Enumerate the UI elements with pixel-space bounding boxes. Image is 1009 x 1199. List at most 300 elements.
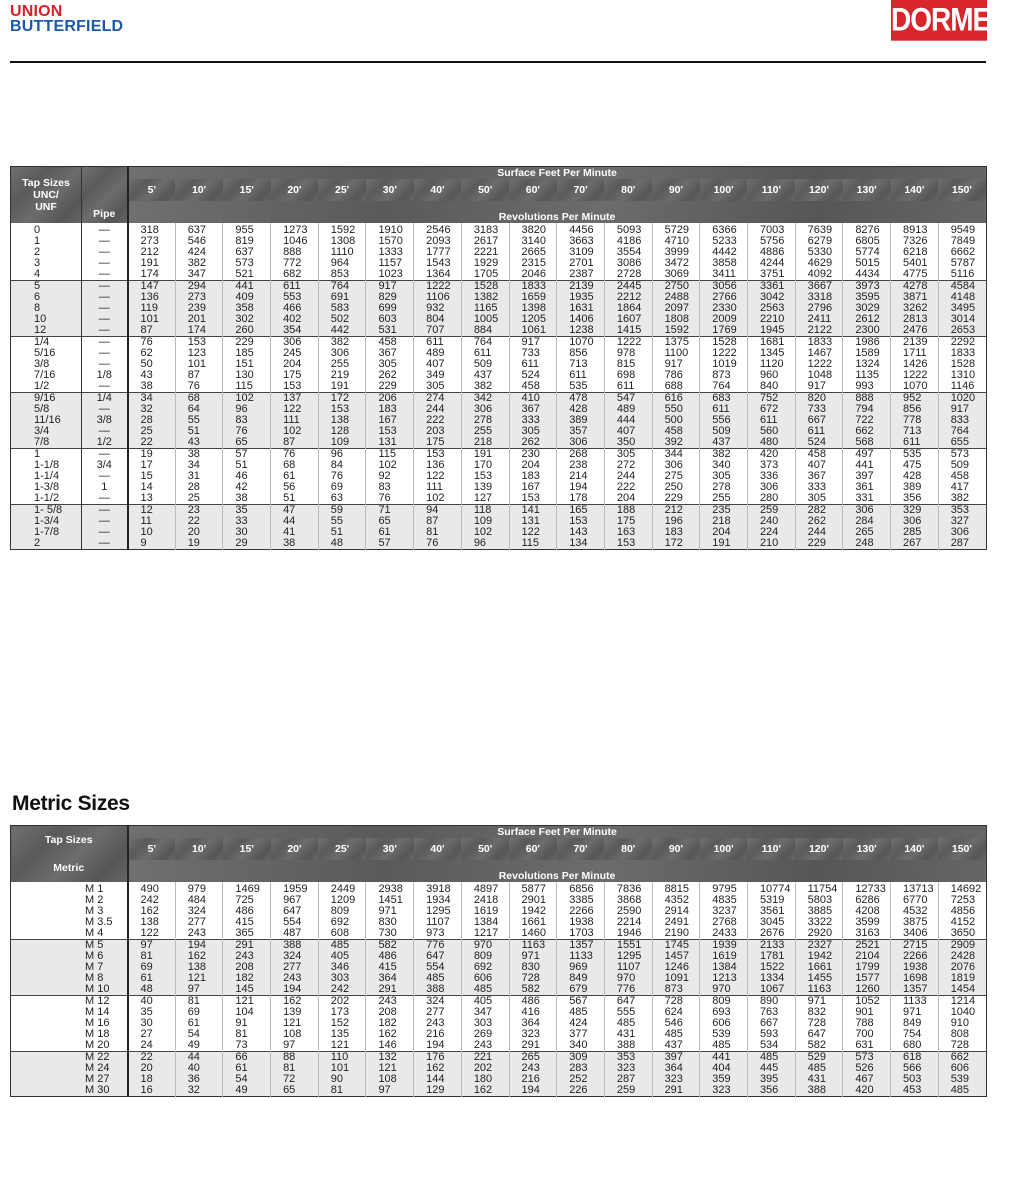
speed-header: 20' [271, 179, 319, 201]
rpm-cell: 248 [843, 538, 891, 550]
rpm-cell: 397 [843, 471, 891, 482]
rpm-cell: 2914 [652, 906, 700, 917]
rpm-cell: 91 [223, 1018, 271, 1029]
rpm-cell: 302 [223, 314, 271, 325]
tap-size-cell: 2 [11, 538, 82, 550]
rpm-cell: 4532 [891, 906, 939, 917]
metric-rpm-table [10, 825, 987, 1097]
rpm-cell: 1799 [843, 962, 891, 973]
rpm-cell: 2387 [557, 269, 605, 281]
rpm-cell: 389 [891, 482, 939, 493]
rpm-cell: 102 [461, 527, 509, 538]
rpm-cell: 73 [223, 1040, 271, 1052]
header-row-surface [11, 826, 987, 839]
rpm-cell: 917 [938, 404, 986, 415]
rpm-cell: 6662 [938, 247, 986, 258]
rpm-cell: 365 [223, 928, 271, 940]
rpm-cell: 340 [700, 460, 748, 471]
rpm-cell: 6279 [795, 236, 843, 247]
rpm-cell: 1165 [461, 303, 509, 314]
rpm-cell: 611 [414, 337, 462, 349]
rpm-cell: 1222 [604, 337, 652, 349]
rpm-cell: 354 [271, 325, 319, 337]
rpm-cell: 407 [604, 426, 652, 437]
rpm-cell: 4897 [461, 882, 509, 895]
rpm-cell: 1067 [747, 984, 795, 996]
table-row [11, 516, 987, 527]
pipe-size-cell: 1/4 [82, 393, 128, 405]
rpm-cell: 1935 [557, 292, 605, 303]
rpm-cell: 30 [223, 527, 271, 538]
rpm-cell: 480 [747, 437, 795, 449]
rpm-cell: 849 [557, 973, 605, 984]
rpm-cell: 255 [700, 493, 748, 505]
rpm-cell: 183 [366, 404, 414, 415]
rpm-cell: 3918 [414, 882, 462, 895]
rpm-cell: 733 [795, 404, 843, 415]
rpm-cell: 48 [318, 538, 366, 550]
rpm-cell: 4775 [891, 269, 939, 281]
rpm-cell: 4584 [938, 281, 986, 293]
rpm-cell: 273 [175, 292, 223, 303]
rpm-cell: 382 [175, 258, 223, 269]
rpm-cell: 1777 [414, 247, 462, 258]
rpm-cell: 305 [509, 426, 557, 437]
rpm-cell: 1959 [271, 882, 319, 895]
rpm-cell: 567 [557, 996, 605, 1008]
rpm-cell: 22 [175, 516, 223, 527]
rpm-cell: 3056 [700, 281, 748, 293]
rpm-cell: 340 [557, 1040, 605, 1052]
rpm-cell: 3237 [700, 906, 748, 917]
rpm-cell: 349 [414, 370, 462, 381]
tap-size-cell: 10 [11, 314, 82, 325]
rpm-cell: 196 [652, 516, 700, 527]
rpm-cell: 1467 [795, 348, 843, 359]
speed-header: 110' [747, 179, 795, 201]
rpm-cell: 212 [140, 246, 159, 258]
rpm-cell: 4092 [795, 269, 843, 281]
rpm-cell: 88 [271, 1052, 319, 1064]
rpm-cell: 3318 [795, 292, 843, 303]
rpm-cell: 81 [414, 527, 462, 538]
rpm-cell: 1384 [461, 917, 509, 928]
rpm-cell: 229 [223, 337, 271, 349]
rpm-cell: 167 [509, 482, 557, 493]
rpm-cell: 437 [700, 437, 748, 449]
rpm-cell: 662 [843, 426, 891, 437]
rpm-cell: 1938 [891, 962, 939, 973]
rpm-cell: 3650 [938, 928, 986, 940]
rpm-cell: 526 [843, 1063, 891, 1074]
rpm-cell: 1833 [938, 348, 986, 359]
rpm-cell: 353 [938, 505, 986, 517]
rpm-cell: 3858 [700, 258, 748, 269]
rpm-cell: 51 [223, 460, 271, 471]
pipe-size-cell: — [82, 281, 128, 293]
rpm-cell: 287 [938, 538, 986, 550]
pipe-size-cell: — [82, 325, 128, 337]
rpm-cell: 51 [318, 527, 366, 538]
rpm-cell: 392 [652, 437, 700, 449]
rpm-cell: 323 [509, 1029, 557, 1040]
rpm-cell: 356 [747, 1085, 795, 1097]
rpm-cell: 59 [318, 505, 366, 517]
rpm-cell: 853 [318, 269, 366, 281]
rpm-header: Revolutions Per Minute [128, 211, 987, 223]
rpm-cell: 201 [175, 314, 223, 325]
rpm-cell: 139 [461, 482, 509, 493]
rpm-cell: 410 [509, 393, 557, 405]
rpm-cell: 346 [318, 962, 366, 973]
table-row [11, 370, 987, 381]
rpm-cell: 54 [223, 1074, 271, 1085]
metric-sizes-title: Metric Sizes [12, 792, 130, 815]
dormer-logo: DORMER [891, 0, 987, 41]
rpm-cell: 1222 [795, 359, 843, 370]
rpm-cell: 1833 [509, 281, 557, 293]
rpm-cell: 367 [509, 404, 557, 415]
rpm-cell: 1238 [557, 325, 605, 337]
table-row [11, 940, 987, 952]
rpm-cell: 83 [366, 482, 414, 493]
rpm-cell: 1833 [795, 337, 843, 349]
rpm-cell: 1222 [414, 281, 462, 293]
rpm-cell: 603 [366, 314, 414, 325]
rpm-cell: 608 [318, 928, 366, 940]
pipe-size-cell: 1 [82, 482, 128, 493]
rpm-cell: 138 [140, 916, 159, 928]
rpm-cell: 36 [175, 1074, 223, 1085]
speed-header: 150' [938, 179, 986, 201]
rpm-cell: 971 [366, 906, 414, 917]
rpm-cell: 556 [700, 415, 748, 426]
speed-header: 60' [509, 838, 557, 860]
rpm-cell: 486 [223, 906, 271, 917]
speed-header: 5' [128, 179, 176, 201]
rpm-cell: 153 [175, 337, 223, 349]
rpm-cell: 431 [604, 1029, 652, 1040]
rpm-cell: 108 [366, 1074, 414, 1085]
rpm-cell: 243 [271, 973, 319, 984]
header-row-surface [11, 167, 987, 180]
rpm-cell: 969 [557, 962, 605, 973]
rpm-cell: 611 [271, 281, 319, 293]
header-spacer [128, 201, 987, 211]
rpm-cell: 764 [318, 281, 366, 293]
rpm-cell: 144 [414, 1074, 462, 1085]
table-row [11, 269, 987, 281]
rpm-cell: 3029 [843, 303, 891, 314]
rpm-cell: 5093 [604, 223, 652, 236]
rpm-cell: 484 [175, 895, 223, 906]
rpm-cell: 364 [509, 1018, 557, 1029]
rpm-cell: 76 [318, 471, 366, 482]
rpm-cell: 31 [175, 471, 223, 482]
rpm-cell: 191 [461, 449, 509, 461]
rpm-cell: 305 [366, 359, 414, 370]
rpm-cell: 40 [128, 996, 176, 1008]
table-row [11, 527, 987, 538]
rpm-cell: 971 [795, 996, 843, 1008]
table-row [11, 482, 987, 493]
rpm-cell: 4835 [700, 895, 748, 906]
rpm-cell: 242 [318, 984, 366, 996]
pipe-size-cell: 1/2 [82, 437, 128, 449]
rpm-cell: 606 [938, 1063, 986, 1074]
rpm-cell: 97 [366, 1085, 414, 1097]
rpm-cell: 38 [271, 538, 319, 550]
pipe-size-cell: — [82, 404, 128, 415]
logo-union-text: UNION [10, 3, 63, 20]
table-row [11, 505, 987, 517]
rpm-cell: 167 [366, 415, 414, 426]
rpm-cell: 573 [843, 1052, 891, 1064]
rpm-cell: 503 [891, 1074, 939, 1085]
rpm-cell: 489 [604, 404, 652, 415]
rpm-cell: 832 [795, 1007, 843, 1018]
rpm-cell: 1382 [461, 292, 509, 303]
rpm-cell: 582 [795, 1040, 843, 1052]
tap-size-cell: M 6 [11, 951, 128, 962]
rpm-cell: 6770 [891, 895, 939, 906]
tap-size-cell: M 8 [11, 973, 128, 984]
rpm-cell: 87 [414, 516, 462, 527]
rpm-cell: 162 [175, 951, 223, 962]
rpm-cell: 35 [223, 505, 271, 517]
rpm-cell: 1070 [891, 381, 939, 393]
tap-size-cell: 1-3/8 [34, 481, 60, 493]
rpm-cell: 1375 [652, 337, 700, 349]
rpm-cell: 3183 [461, 223, 509, 236]
rpm-cell: 305 [604, 449, 652, 461]
rpm-cell: 129 [414, 1085, 462, 1097]
rpm-cell: 1454 [938, 984, 986, 996]
rpm-cell: 203 [414, 426, 462, 437]
table-row [11, 426, 987, 437]
rpm-cell: 136 [414, 460, 462, 471]
speed-header: 25' [318, 838, 366, 860]
rpm-cell: 278 [461, 415, 509, 426]
rpm-cell: 262 [366, 370, 414, 381]
rpm-cell: 682 [271, 269, 319, 281]
rpm-cell: 699 [366, 303, 414, 314]
rpm-cell: 964 [318, 258, 366, 269]
rpm-cell: 1357 [557, 940, 605, 952]
rpm-cell: 65 [271, 1085, 319, 1097]
rpm-cell: 81 [318, 1085, 366, 1097]
table-row [11, 996, 987, 1008]
rpm-cell: 2488 [652, 292, 700, 303]
rpm-cell: 1631 [557, 303, 605, 314]
rpm-cell: 917 [652, 359, 700, 370]
rpm-cell: 725 [223, 895, 271, 906]
rpm-cell: 43 [140, 369, 153, 381]
rpm-cell: 5233 [700, 236, 748, 247]
rpm-cell: 1945 [747, 325, 795, 337]
rpm-cell: 121 [318, 1040, 366, 1052]
rpm-cell: 2315 [509, 258, 557, 269]
speed-header: 30' [366, 179, 414, 201]
tap-size-cell: 5 [11, 281, 82, 293]
table-row [11, 1063, 987, 1074]
rpm-cell: 970 [461, 940, 509, 952]
rpm-cell: 2076 [938, 962, 986, 973]
rpm-cell: 593 [747, 1029, 795, 1040]
rpm-cell: 611 [891, 437, 939, 449]
tap-size-cell: M 10 [11, 984, 128, 996]
rpm-cell: 1551 [604, 940, 652, 952]
rpm-cell: 183 [509, 471, 557, 482]
rpm-cell: 306 [652, 460, 700, 471]
rpm-cell: 873 [700, 370, 748, 381]
rpm-cell: 309 [557, 1052, 605, 1064]
rpm-cell: 224 [747, 527, 795, 538]
tap-size-cell: 1-1/8 [34, 459, 60, 471]
rpm-cell: 691 [318, 292, 366, 303]
rpm-cell: 707 [414, 325, 462, 337]
rpm-cell: 3361 [747, 281, 795, 293]
tap-size-cell: 1-1/4 [34, 470, 60, 482]
rpm-cell: 466 [271, 303, 319, 314]
rpm-cell: 206 [366, 393, 414, 405]
table-row [11, 951, 987, 962]
rpm-cell: 1619 [700, 951, 748, 962]
rpm-cell: 34 [128, 393, 176, 405]
rpm-cell: 606 [461, 973, 509, 984]
rpm-cell: 102 [414, 493, 462, 505]
rpm-cell: 23 [175, 505, 223, 517]
rpm-cell: 55 [175, 415, 223, 426]
rpm-cell: 490 [140, 883, 159, 895]
table-row [11, 393, 987, 405]
rpm-cell: 713 [891, 426, 939, 437]
rpm-cell: 97 [271, 1040, 319, 1052]
rpm-cell: 1070 [557, 337, 605, 349]
rpm-cell: 683 [700, 393, 748, 405]
rpm-cell: 3163 [843, 928, 891, 940]
speed-header: 20' [271, 838, 319, 860]
rpm-cell: 955 [223, 223, 271, 236]
rpm-cell: 323 [700, 1085, 748, 1097]
rpm-cell: 51 [271, 493, 319, 505]
rpm-cell: 153 [604, 538, 652, 550]
rpm-cell: 42 [223, 482, 271, 493]
rpm-cell: 970 [604, 973, 652, 984]
rpm-cell: 1698 [891, 973, 939, 984]
rpm-cell: 420 [747, 449, 795, 461]
rpm-cell: 1946 [604, 928, 652, 940]
rpm-cell: 72 [271, 1074, 319, 1085]
rpm-cell: 2491 [652, 917, 700, 928]
rpm-cell: 647 [414, 951, 462, 962]
rpm-cell: 10 [128, 527, 176, 538]
rpm-cell: 9 [128, 538, 176, 550]
rpm-cell: 28 [175, 482, 223, 493]
rpm-cell: 66 [223, 1052, 271, 1064]
rpm-cell: 1769 [700, 325, 748, 337]
rpm-cell: 69 [318, 482, 366, 493]
pipe-size-cell: — [82, 337, 128, 349]
speed-header: 100' [700, 838, 748, 860]
rpm-cell: 901 [843, 1007, 891, 1018]
rpm-cell: 29 [223, 538, 271, 550]
speed-header: 120' [795, 179, 843, 201]
rpm-cell: 776 [414, 940, 462, 952]
rpm-cell: 101 [175, 359, 223, 370]
tap-size-cell: M 4 [11, 928, 128, 940]
rpm-cell: 38 [175, 449, 223, 461]
rpm-cell: 407 [414, 359, 462, 370]
rpm-cell: 1217 [461, 928, 509, 940]
rpm-cell: 323 [604, 1063, 652, 1074]
rpm-cell: 8913 [891, 223, 939, 236]
pipe-size-cell: — [82, 223, 128, 236]
rpm-cell: 306 [461, 404, 509, 415]
rpm-cell: 377 [557, 1029, 605, 1040]
rpm-cell: 87 [271, 437, 319, 449]
rpm-cell: 176 [414, 1052, 462, 1064]
rpm-cell: 132 [366, 1052, 414, 1064]
rpm-cell: 733 [509, 348, 557, 359]
rpm-cell: 5729 [652, 223, 700, 236]
rpm-cell: 291 [366, 984, 414, 996]
rpm-cell: 259 [604, 1085, 652, 1097]
rpm-cell: 153 [271, 381, 319, 393]
rpm-cell: 14 [140, 481, 153, 493]
rpm-cell: 1295 [604, 951, 652, 962]
rpm-cell: 971 [891, 1007, 939, 1018]
rpm-cell: 2768 [700, 917, 748, 928]
rpm-cell: 273 [140, 235, 159, 247]
rpm-cell: 282 [795, 505, 843, 517]
rpm-cell: 3322 [795, 917, 843, 928]
rpm-cell: 647 [795, 1029, 843, 1040]
table-row [11, 1040, 987, 1052]
rpm-cell: 2327 [795, 940, 843, 952]
rpm-cell: 1334 [747, 973, 795, 984]
rpm-cell: 16 [128, 1085, 176, 1097]
tap-size-cell: M 2 [11, 895, 128, 906]
rpm-cell: 240 [747, 516, 795, 527]
speed-header: 90' [652, 838, 700, 860]
rpm-cell: 283 [557, 1063, 605, 1074]
rpm-cell: 1135 [843, 370, 891, 381]
rpm-cell: 404 [700, 1063, 748, 1074]
pipe-size-cell: — [82, 269, 128, 281]
rpm-cell: 1659 [509, 292, 557, 303]
rpm-cell: 856 [557, 348, 605, 359]
rpm-cell: 10774 [747, 882, 795, 895]
rpm-cell: 324 [175, 906, 223, 917]
rpm-cell: 57 [366, 538, 414, 550]
rpm-cell: 1938 [557, 917, 605, 928]
rpm-cell: 573 [938, 449, 986, 461]
speed-header: 140' [891, 838, 939, 860]
rpm-cell: 123 [175, 348, 223, 359]
header-row-rpm [11, 870, 987, 882]
rpm-cell: 4352 [652, 895, 700, 906]
pipe-header: Pipe [82, 167, 128, 224]
rpm-cell: 917 [366, 281, 414, 293]
tap-size-cell: 12 [11, 325, 82, 337]
rpm-cell: 265 [843, 527, 891, 538]
pipe-size-cell: 1/8 [82, 370, 128, 381]
rpm-cell: 1273 [271, 223, 319, 236]
rpm-cell: 81 [175, 996, 223, 1008]
rpm-cell: 485 [318, 940, 366, 952]
rpm-cell: 2617 [461, 236, 509, 247]
